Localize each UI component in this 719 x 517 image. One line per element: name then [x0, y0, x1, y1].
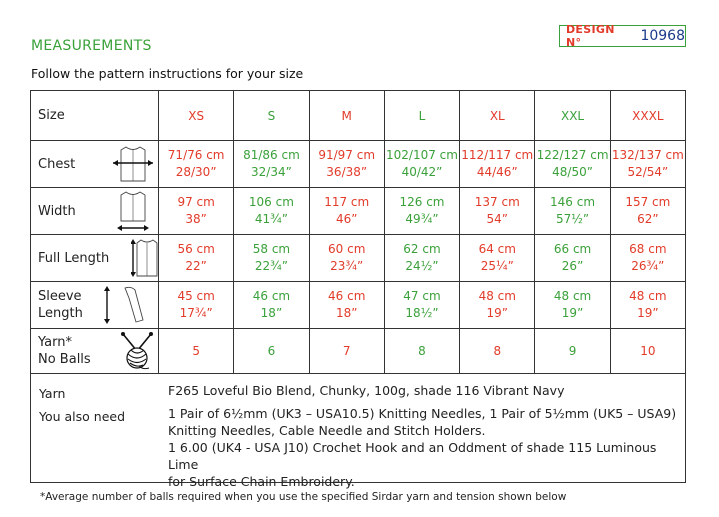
- sleeve-cell: 46 cm 18”: [234, 282, 309, 329]
- yarn-requirements-section: [30, 373, 686, 489]
- garment-width-icon: [111, 189, 155, 233]
- row-label-balls: Yarn* No Balls: [31, 329, 159, 374]
- table-row: [31, 235, 686, 282]
- chest-cell: 102/107 cm 40/42”: [384, 141, 459, 188]
- yarn-details: [168, 382, 678, 490]
- needs-line: for Surface Chain Embroidery.: [168, 474, 355, 489]
- yarn-label: Yarn: [39, 386, 66, 401]
- table-row: [31, 141, 686, 188]
- size-header: M: [309, 91, 384, 141]
- balls-cell: 8: [384, 329, 459, 374]
- size-header: S: [234, 91, 309, 141]
- row-label-sleeve-length: Sleeve Length: [31, 282, 159, 329]
- also-need-label: You also need: [39, 409, 126, 424]
- balls-cell: 10: [610, 329, 685, 374]
- chest-cell: 112/117 cm 44/46”: [460, 141, 535, 188]
- width-cell: 117 cm 46”: [309, 188, 384, 235]
- size-header: XXXL: [610, 91, 685, 141]
- garment-chest-icon: [111, 144, 155, 184]
- design-number: 10968: [640, 28, 685, 44]
- balls-cell: 5: [159, 329, 234, 374]
- row-label-chest: Chest: [31, 141, 159, 188]
- chest-cell: 132/137 cm 52/54”: [610, 141, 685, 188]
- needs-line: Knitting Needles, Cable Needle and Stitch Holders.: [168, 423, 486, 438]
- row-label-width: Width: [31, 188, 159, 235]
- design-label: DESIGN N°: [566, 23, 615, 49]
- table-row: [31, 91, 686, 141]
- design-number-box: [559, 25, 686, 47]
- needs-line: 1 6.00 (UK4 - USA J10) Crochet Hook and an Oddment of shade 115 Luminous Lime: [168, 440, 657, 472]
- chest-cell: 91/97 cm 36/38”: [309, 141, 384, 188]
- width-cell: 157 cm 62”: [610, 188, 685, 235]
- chest-cell: 81/86 cm 32/34”: [234, 141, 309, 188]
- yarn-labels: [39, 382, 125, 428]
- length-cell: 62 cm 24½”: [384, 235, 459, 282]
- instruction-text: Follow the pattern instructions for your size: [31, 66, 304, 81]
- needs-line: 1 Pair of 6½mm (UK3 – USA10.5) Knitting Needles, 1 Pair of 5½mm (UK5 – USA9): [168, 406, 677, 421]
- sleeve-cell: 46 cm 18”: [309, 282, 384, 329]
- size-header: XS: [159, 91, 234, 141]
- length-cell: 68 cm 26¾”: [610, 235, 685, 282]
- sleeve-cell: 45 cm 17¾”: [159, 282, 234, 329]
- sleeve-length-icon: [103, 284, 147, 326]
- sleeve-cell: 48 cm 19”: [610, 282, 685, 329]
- balls-cell: 7: [309, 329, 384, 374]
- yarn-ball-icon: [119, 332, 155, 370]
- chest-cell: 71/76 cm 28/30”: [159, 141, 234, 188]
- sleeve-cell: 48 cm 19”: [535, 282, 610, 329]
- width-cell: 97 cm 38”: [159, 188, 234, 235]
- size-label: Size: [31, 91, 159, 141]
- chest-cell: 122/127 cm 48/50”: [535, 141, 610, 188]
- yarn-text: F265 Loveful Bio Blend, Chunky, 100g, shade 116 Vibrant Navy: [168, 383, 565, 398]
- length-cell: 58 cm 22¾”: [234, 235, 309, 282]
- sleeve-cell: 48 cm 19”: [460, 282, 535, 329]
- width-cell: 146 cm 57½”: [535, 188, 610, 235]
- balls-cell: 9: [535, 329, 610, 374]
- garment-length-icon: [131, 237, 159, 279]
- width-cell: 126 cm 49¾”: [384, 188, 459, 235]
- row-label-full-length: Full Length: [31, 235, 159, 282]
- length-cell: 64 cm 25¼”: [460, 235, 535, 282]
- size-header: XXL: [535, 91, 610, 141]
- balls-cell: 6: [234, 329, 309, 374]
- sleeve-cell: 47 cm 18½”: [384, 282, 459, 329]
- table-row: [31, 282, 686, 329]
- size-header: XL: [460, 91, 535, 141]
- footnote: *Average number of balls required when you use the specified Sirdar yarn and tension shown below: [40, 491, 567, 503]
- width-cell: 106 cm 41¾”: [234, 188, 309, 235]
- length-cell: 60 cm 23¾”: [309, 235, 384, 282]
- width-cell: 137 cm 54”: [460, 188, 535, 235]
- measurements-table: [30, 90, 686, 374]
- length-cell: 66 cm 26”: [535, 235, 610, 282]
- table-row: [31, 188, 686, 235]
- section-title: MEASUREMENTS: [31, 38, 152, 54]
- length-cell: 56 cm 22”: [159, 235, 234, 282]
- balls-cell: 8: [460, 329, 535, 374]
- size-header: L: [384, 91, 459, 141]
- table-row: [31, 329, 686, 374]
